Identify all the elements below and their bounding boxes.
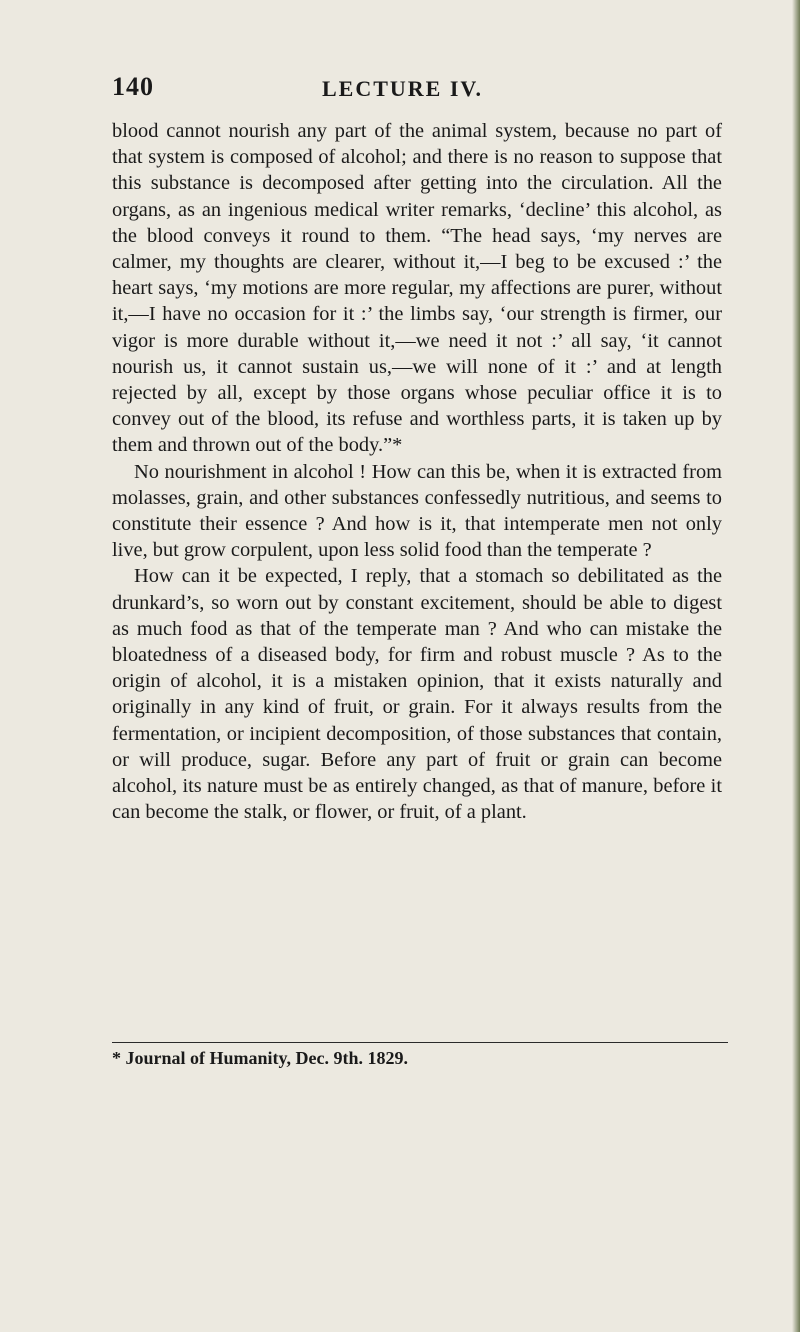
paragraph: blood cannot nourish any part of the animal system, because no part of that system is composed of alcohol; and there is no reason to suppose that this substance is decomposed after getting into the circulation. All the organs, as an ingenious medical writer remarks, ‘decline’ this alcohol, as the blood conveys it round to them. “The head says, ‘my nerves are calmer, my thoughts are clearer, without it,—I beg to be excused :’ the heart says, ‘my motions are more regular, my affections are purer, without it,—I have no occasion for it :’ the limbs say, ‘our strength is firmer, our vigor is more durable without it,—we need it not :’ all say, ‘it cannot nourish us, it cannot sustain us,—we will none of it :’ and at length rejected by all, except by those organs whose peculiar office it is to convey out of the blood, its refuse and worthless parts, it is taken up by them and thrown out of the body.”*: [112, 120, 722, 457]
body-text: [112, 118, 722, 825]
page-number: 140: [112, 72, 154, 101]
paragraph: No nourishment in alcohol ! How can this be, when it is extracted from molasses, grain, and other substances confessedly nutritious, and seems to constitute their essence ? And how is it, that intemperate men not only live, but grow corpulent, upon less solid food than the temperate ?: [112, 460, 722, 562]
footnote: * Journal of Humanity, Dec. 9th. 1829.: [112, 1048, 409, 1068]
page-header: [112, 72, 722, 106]
paragraph: How can it be expected, I reply, that a stomach so debilitated as the drunkard’s, so worn out by constant excitement, should be able to digest as much food as that of the temperate man ? And who can mistake the bloatedness of a diseased body, for firm and robust muscle ? As to the origin of alcohol, it is a mistaken opinion, that it exists naturally and originally in any kind of fruit, or grain. For it always results from the fermentation, or incipient decomposition, of those substances that contain, or will produce, sugar. Before any part of fruit or grain can become alcohol, its nature must be as entirely changed, as that of manure, before it can become the stalk, or flower, or fruit, of a plant.: [112, 565, 722, 824]
footnote-divider: [112, 1042, 728, 1043]
page-edge: [792, 0, 800, 1332]
running-title: LECTURE IV.: [322, 76, 483, 101]
